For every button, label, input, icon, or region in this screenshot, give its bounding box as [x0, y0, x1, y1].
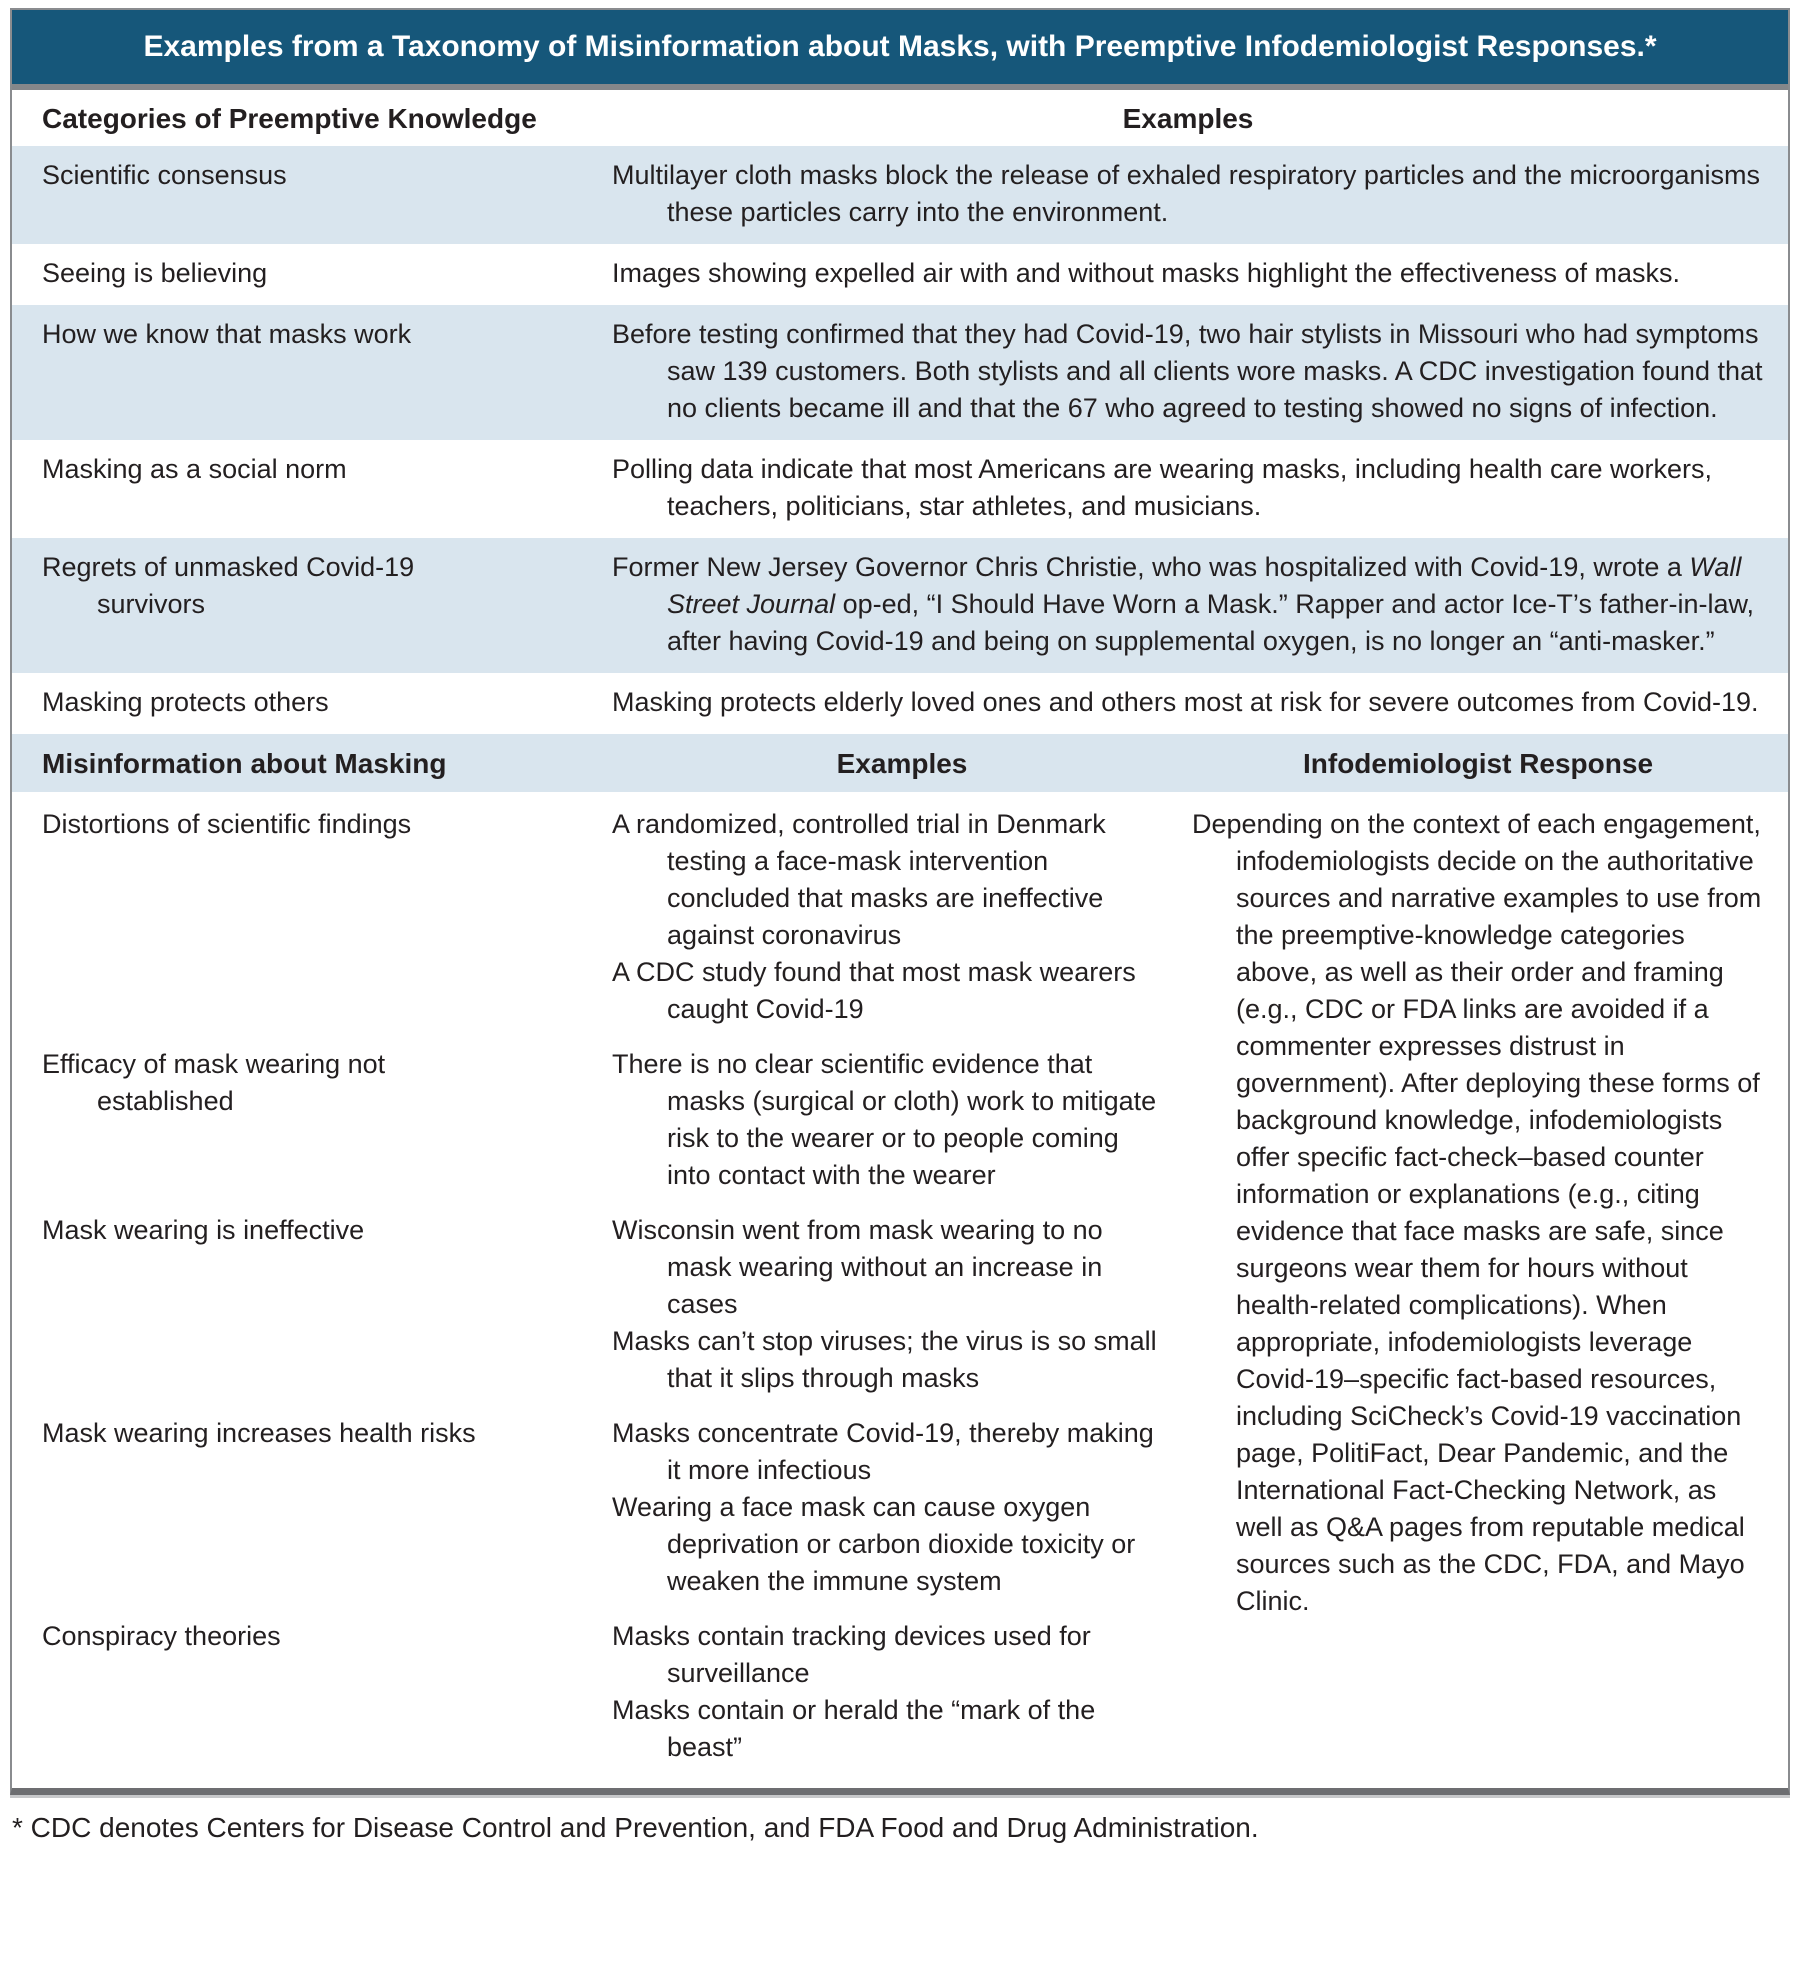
section2-body: [12, 792, 1788, 1788]
category-cell: Efficacy of mask wearing not established: [42, 1049, 386, 1116]
section2-header-row: [12, 734, 1788, 792]
example-italic-text: Wall Street Journal: [667, 552, 1742, 619]
section1-header-categories: Categories of Preemptive Knowledge: [42, 103, 537, 134]
category-cell: Masking protects others: [42, 687, 329, 717]
example-cell: Polling data indicate that most Americans are wearing masks, including health care workers, teachers, politicians, star athletes, and musicians.: [612, 454, 1713, 521]
response-cell: Depending on the context of each engagement, infodemiologists decide on the authoritative sources and narrative examples to use from the preemptive-knowledge categories above, as well as their order and framing (e.g., CDC or FDA links are avoided if a commenter expresses distrust in government). After deploying these forms of background knowledge, infodemiologists offer specific fact-check–based counter information or explanations (e.g., citing evidence that face masks are safe, since surgeons wear them for hours without health-related complications). When appropriate, infodemiologists leverage Covid-19–specific fact-based resources, including SciCheck’s Covid-19 vaccination page, PolitiFact, Dear Pandemic, and the International Fact-Checking Network, as well as Q&A pages from reputable medical sources such as the CDC, FDA, and Mayo Clinic.: [1192, 809, 1762, 1616]
example-paragraph: A randomized, controlled trial in Denmark testing a face-mask intervention concluded that masks are ineffective against coronavirus: [612, 809, 1106, 950]
example-paragraph: Masks can’t stop viruses; the virus is so small that it slips through masks: [612, 1326, 1157, 1393]
section2-header-examples: Examples: [836, 748, 968, 779]
table-footnote: * CDC denotes Centers for Disease Control and Prevention, and FDA Food and Drug Administration.: [12, 1812, 1259, 1843]
example-cell: [612, 806, 1192, 1028]
category-cell: Seeing is believing: [42, 258, 268, 288]
example-cell: [612, 1618, 1192, 1766]
example-paragraph: Masks contain or herald the “mark of the beast”: [612, 1695, 1096, 1762]
example-paragraph: Wearing a face mask can cause oxygen deprivation or carbon dioxide toxicity or weaken the immune system: [612, 1492, 1136, 1596]
category-cell: Mask wearing increases health risks: [42, 1418, 476, 1448]
table-row: [12, 440, 1788, 538]
table-row: [12, 244, 1788, 305]
category-cell: Regrets of unmasked Covid-19 survivors: [42, 552, 415, 619]
example-text: Former New Jersey Governor Chris Christie, who was hospitalized with Covid-19, wrote a: [612, 552, 1690, 582]
table-row: [12, 538, 1788, 673]
section2-header-misinformation: Misinformation about Masking: [42, 748, 447, 779]
category-cell: Mask wearing is ineffective: [42, 1215, 365, 1245]
table-title: Examples from a Taxonomy of Misinformation about Masks, with Preemptive Infodemiologist Responses.*: [12, 10, 1788, 90]
table-row: [12, 673, 1788, 734]
example-cell: Masking protects elderly loved ones and others most at risk for severe outcomes from Covid-19.: [612, 687, 1759, 717]
example-paragraph: A CDC study found that most mask wearers caught Covid-19: [612, 957, 1136, 1024]
category-cell: Conspiracy theories: [42, 1621, 281, 1651]
section1-header-row: [12, 90, 1788, 146]
section2-header-response: Infodemiologist Response: [1302, 748, 1654, 779]
category-cell: Distortions of scientific findings: [42, 809, 412, 839]
example-paragraph: Masks contain tracking devices used for surveillance: [612, 1621, 1091, 1688]
table-row: [12, 146, 1788, 244]
example-cell: Images showing expelled air with and without masks highlight the effectiveness of masks.: [612, 258, 1681, 288]
taxonomy-table: [10, 8, 1790, 1795]
category-cell: Masking as a social norm: [42, 454, 347, 484]
example-cell: Multilayer cloth masks block the release of exhaled respiratory particles and the microorganisms these particles carry into the environment.: [612, 160, 1761, 227]
example-cell: Before testing confirmed that they had Covid-19, two hair stylists in Missouri who had symptoms saw 139 customers. Both stylists and all clients wore masks. A CDC investigation found that no clients became ill and that the 67 who agreed to testing showed no signs of infection.: [612, 319, 1763, 423]
example-paragraph: Masks concentrate Covid-19, thereby making it more infectious: [612, 1418, 1154, 1485]
example-paragraph: Wisconsin went from mask wearing to no mask wearing without an increase in cases: [612, 1215, 1103, 1319]
category-cell: How we know that masks work: [42, 319, 412, 349]
example-paragraph: There is no clear scientific evidence that masks (surgical or cloth) work to mitigate risk to the wearer or to people coming into contact with the wearer: [612, 1049, 1157, 1190]
section1-header-examples: Examples: [1122, 103, 1254, 134]
category-cell: Scientific consensus: [42, 160, 287, 190]
example-cell: [612, 1046, 1192, 1194]
table-row: [12, 305, 1788, 440]
example-cell: [612, 1212, 1192, 1397]
example-cell: [612, 1415, 1192, 1600]
example-text: op-ed, “I Should Have Worn a Mask.” Rapper and actor Ice-T’s father-in-law, after having Covid-19 and being on supplemental oxygen, is no longer an “anti-masker.”: [667, 589, 1755, 656]
example-cell: [612, 549, 1764, 660]
